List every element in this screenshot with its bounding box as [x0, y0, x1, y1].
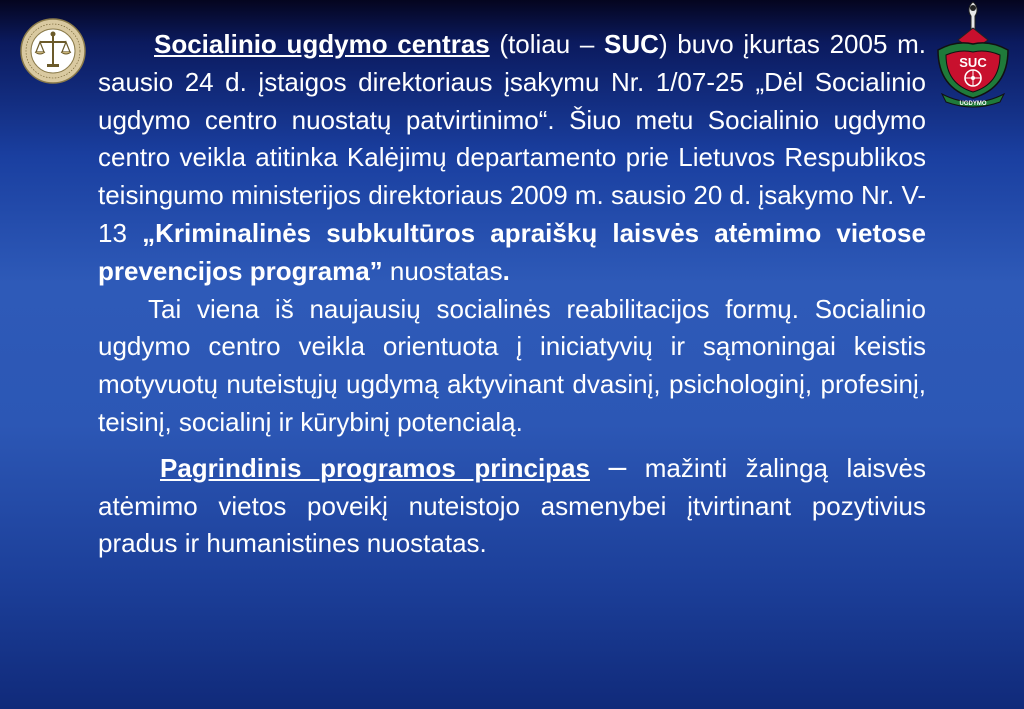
- principle-dash: –: [608, 447, 627, 484]
- paragraph-1-part-3: nuostatas: [389, 255, 503, 286]
- paragraph-3-text: mažinti žalingą laisvės atėmimo vietos poveikį nuteistojo asmenybei įtvirtinant pozytivius pradus ir humanistines nuostatas.: [98, 452, 926, 559]
- suc-emblem-text: SUC: [959, 55, 987, 70]
- paragraph-3: [98, 448, 926, 563]
- paragraph-1-end: .: [502, 255, 510, 286]
- suc-emblem-icon: [928, 0, 1018, 110]
- centre-title: Socialinio ugdymo centras: [154, 29, 490, 59]
- suc-ribbon-text: UGDYMO: [959, 101, 987, 107]
- body-text: [98, 26, 926, 563]
- program-name: „Kriminalinės subkultūros apraiškų laisvės atėmimo vietose prevencijos programa”: [98, 217, 926, 286]
- paragraph-1-part-1: (toliau –: [499, 29, 595, 59]
- paragraph-2-text: Tai viena iš naujausių socialinės reabilitacijos formų. Socialinio ugdymo centro veikla orientuota į iniciatyvių ir sąmoningai keistis motyvuotų nuteistųjų ugdymą aktyvinant dvasinį, psichologinį, profesinį, teisinį, socialinį ir kūrybinį potencialą.: [98, 293, 926, 437]
- suc-abbrev: SUC: [604, 29, 659, 59]
- principle-title: Pagrindinis programos principas: [160, 452, 590, 483]
- paragraph-1: [98, 26, 926, 291]
- paragraph-1-part-2: ) buvo įkurtas 2005 m. sausio 24 d. įstaigos direktoriaus įsakymu Nr. 1/07-25 „Dėl Socialinio ugdymo centro nuostatų patvirtinimo“. Šiuo metu Socialinio ugdymo centro veikla atitinka Kalėjimų departamento prie Lietuvos Respublikos teisingumo ministerijos direktoriaus 2009 m. sausio 20 d. įsakymo Nr. V-13: [98, 29, 927, 248]
- paragraph-2: [98, 291, 926, 442]
- justice-emblem-icon: [20, 18, 86, 84]
